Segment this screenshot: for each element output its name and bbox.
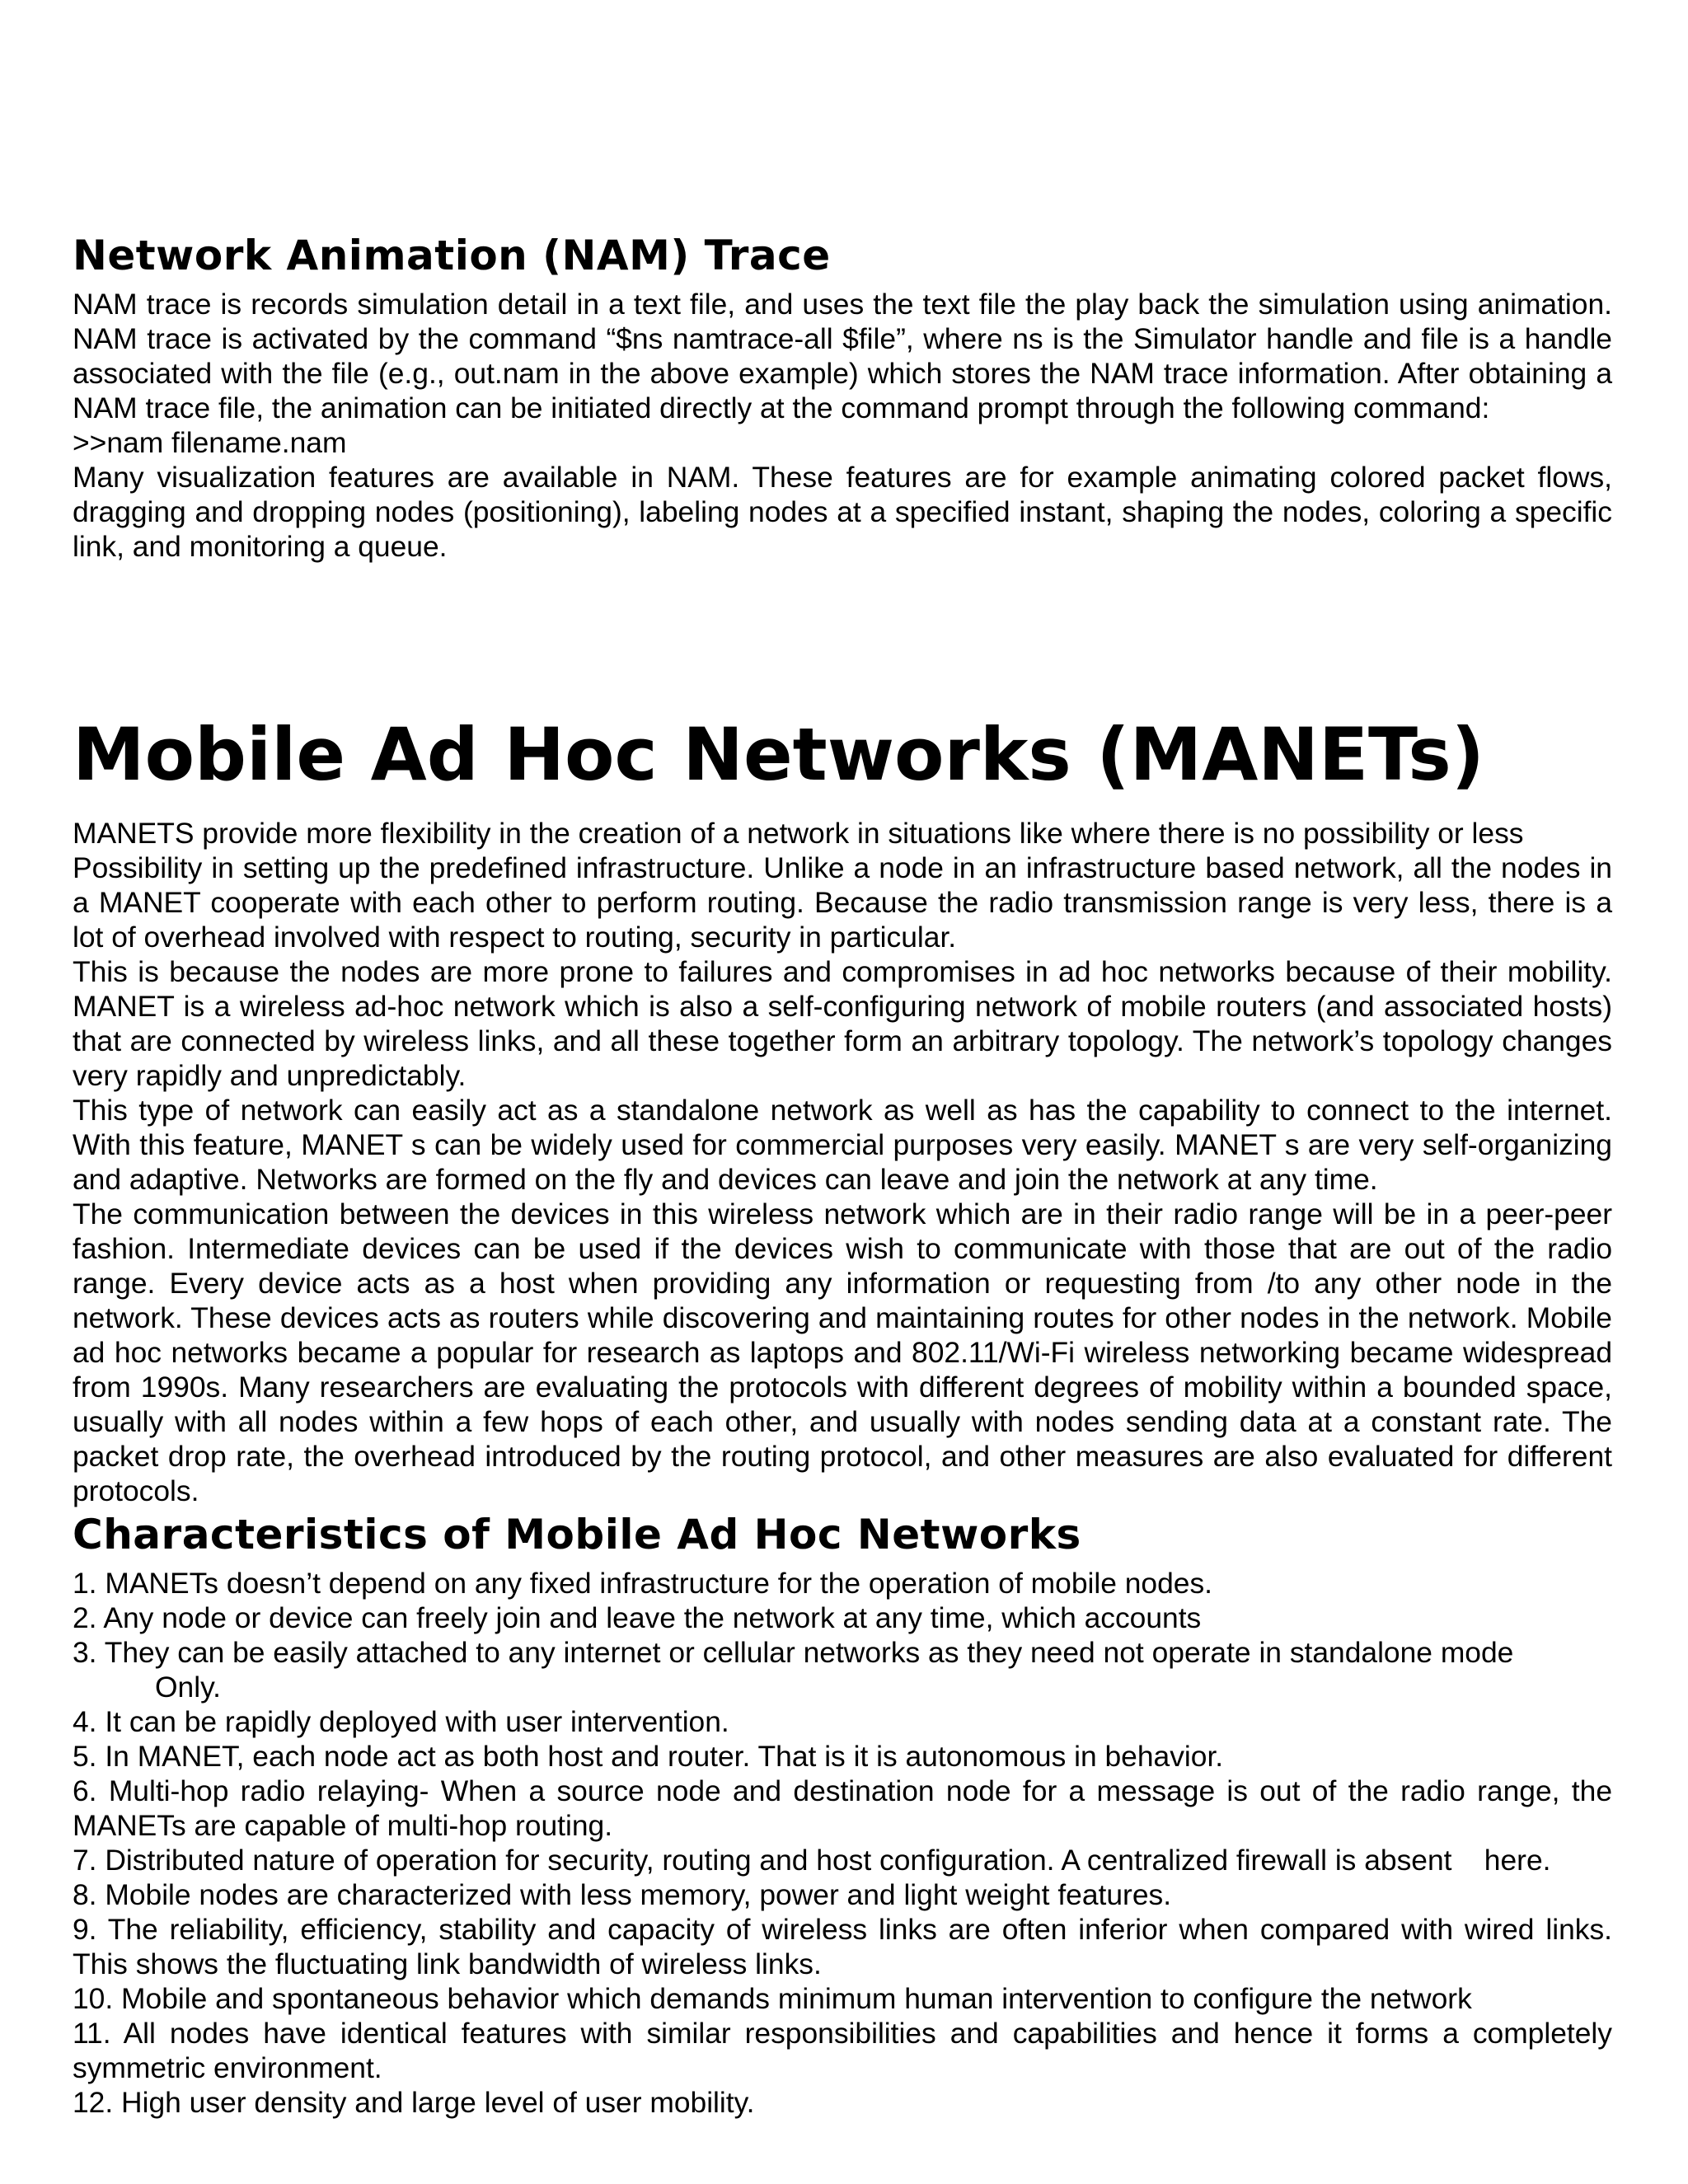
list-item: 7. Distributed nature of operation for security, routing and host configuration. A centralized firewall is absent here. (73, 1844, 1551, 1877)
manet-paragraph-4: The communication between the devices in this wireless network which are in their radio range will be in a peer-peer fashion. Intermediate devices can be used if the devices wish to communicate with those that are out of the radio range. Every device acts as a host when providing any information or requesting from /to any other node in the network. These devices acts as routers while discovering and maintaining routes for other nodes in the network. Mobile ad hoc networks became a popular for research as laptops and 802.11/Wi-Fi wireless networking became widespread from 1990s. Many researchers are evaluating the protocols with different degrees of mobility within a bounded space, usually with all nodes within a few hops of each other, and usually with nodes sending data at a constant rate. The packet drop rate, the overhead introduced by the routing protocol, and other measures are also evaluated for different protocols. (73, 1197, 1612, 1507)
list-item: 5. In MANET, each node act as both host and router. That is it is autonomous in behavior. (73, 1740, 1224, 1773)
characteristics-list (73, 1566, 1612, 2120)
list-item: 11. All nodes have identical features with similar responsibilities and capabilities and hence it forms a completely symmetric environment. (73, 2017, 1612, 2084)
list-item: 9. The reliability, efficiency, stability and capacity of wireless links are often inferior when compared with wired links. This shows the fluctuating link bandwidth of wireless links. (73, 1913, 1612, 1980)
manet-paragraph-3: This type of network can easily act as a standalone network as well as has the capability to connect to the internet. With this feature, MANET s can be widely used for commercial purposes very easily. MANET s are very self-organizing and adaptive. Networks are formed on the fly and devices can leave and join the network at any time. (73, 1094, 1612, 1196)
list-item: 1. MANETs doesn’t depend on any fixed infrastructure for the operation of mobile nodes. (73, 1567, 1212, 1600)
manet-section-title: Mobile Ad Hoc Networks (MANETs) (73, 712, 1484, 797)
nam-command: >>nam filename.nam (73, 426, 347, 459)
nam-paragraph-2: Many visualization features are available in NAM. These features are for example animating colored packet flows, dragging and dropping nodes (positioning), labeling nodes at a specified instant, shaping the nodes, coloring a specific link, and monitoring a queue. (73, 461, 1612, 563)
list-item: 6. Multi-hop radio relaying- When a source node and destination node for a message is out of the radio range, the MANETs are capable of multi-hop routing. (73, 1774, 1612, 1842)
nam-paragraph-1: NAM trace is records simulation detail in a text file, and uses the text file the play back the simulation using animation. NAM trace is activated by the command “$ns namtrace-all $file”, where ns is the Simulator handle and file is a handle associated with the file (e.g., out.nam in the above example) which stores the NAM trace information. After obtaining a NAM trace file, the animation can be initiated directly at the command prompt through the following command: (73, 288, 1612, 424)
list-item: 3. They can be easily attached to any internet or cellular networks as they need not operate in standalone mode (73, 1636, 1514, 1669)
list-item: 2. Any node or device can freely join and leave the network at any time, which accounts (73, 1601, 1202, 1634)
nam-section-body (73, 287, 1612, 564)
nam-section-title: Network Animation (NAM) Trace (73, 232, 831, 279)
manet-paragraph-1-first-line: MANETS provide more flexibility in the creation of a network in situations like where there is no possibility or less (73, 817, 1524, 850)
list-item: 4. It can be rapidly deployed with user intervention. (73, 1705, 729, 1738)
list-item: 12. High user density and large level of user mobility. (73, 2086, 755, 2119)
manet-paragraph-1: Possibility in setting up the predefined infrastructure. Unlike a node in an infrastructure based network, all the nodes in a MANET cooperate with each other to perform routing. Because the radio transmission range is very less, there is a lot of overhead involved with respect to routing, security in particular. (73, 851, 1612, 954)
list-item: 8. Mobile nodes are characterized with less memory, power and light weight features. (73, 1878, 1172, 1911)
list-item-continuation: Only. (155, 1671, 221, 1704)
characteristics-section-title: Characteristics of Mobile Ad Hoc Networks (73, 1511, 1081, 1558)
manet-section-body (73, 816, 1612, 1508)
list-item: 10. Mobile and spontaneous behavior which demands minimum human intervention to configure the network (73, 1982, 1472, 2015)
manet-paragraph-2: This is because the nodes are more prone to failures and compromises in ad hoc networks because of their mobility. MANET is a wireless ad-hoc network which is also a self-configuring network of mobile routers (and associated hosts) that are connected by wireless links, and all these together form an arbitrary topology. The network’s topology changes very rapidly and unpredictably. (73, 955, 1612, 1092)
